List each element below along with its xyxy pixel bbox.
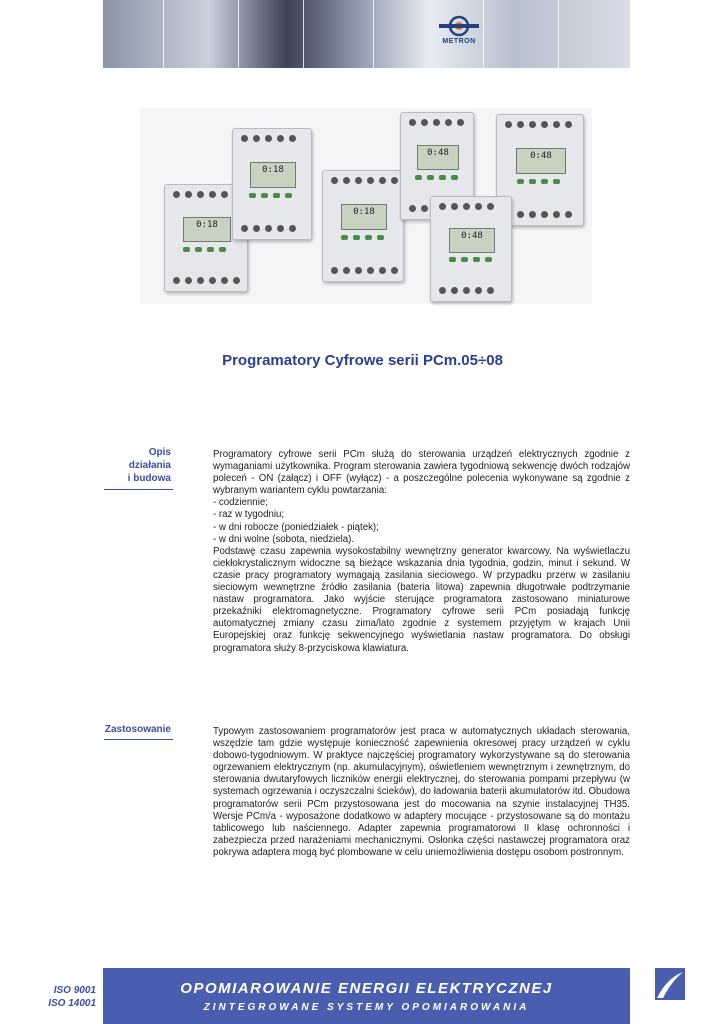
lcd-display: 0:48 bbox=[417, 145, 459, 170]
section-label-line: Zastosowanie bbox=[104, 724, 171, 735]
lcd-display: 0:18 bbox=[183, 217, 231, 242]
paragraph: Podstawę czasu zapewnia wysokostabilny wewnętrzny generator kwarcowy. Na wyświetlaczu ciekłokrystalicznym widoczne są bieżące wskazania dnia tygodnia, godzin, minut i sekund. W czasie pracy programatory wymagają zasilania sieciowego. W przypadku przerw w zasilaniu sieciowym wewnętrzne źródło zasilania (bateria litowa) zapewnia długotrwałe podtrzymanie nastaw programatora. Jako wyjście sterujące programatora zastosowano miniaturowe przekaźniki elektromagnetyczne. Programatory cyfrowe serii PCm posiadają funkcję automatycznej zmiany czasu zima/lato zgodnie z systemem przyjętym w krajach Unii Europejskiej oraz funkcję sekwencyjnego wyświetlania nastaw programatora. Do obsługi programatora służy 8-przyciskowa klawiatura. bbox=[213, 545, 630, 654]
lcd-display: 0:18 bbox=[250, 162, 296, 188]
footer-title: OPOMIAROWANIE ENERGII ELEKTRYCZNEJ bbox=[180, 980, 553, 997]
section-label-line: i budowa bbox=[127, 473, 171, 484]
lcd-display: 0:18 bbox=[341, 204, 388, 230]
section-divider bbox=[104, 739, 173, 740]
banner-divider bbox=[303, 0, 304, 68]
lcd-display: 0:48 bbox=[516, 148, 566, 174]
programmer-device bbox=[232, 128, 312, 240]
footer-subtitle: ZINTEGROWANE SYSTEMY OPOMIAROWANIA bbox=[203, 1002, 530, 1013]
banner-divider bbox=[558, 0, 559, 68]
page-title: Programatory Cyfrowe serii PCm.05÷08 bbox=[222, 352, 503, 369]
list-item: - codziennie; bbox=[213, 497, 268, 509]
metron-logo-icon bbox=[437, 14, 481, 38]
list-item: - w dni wolne (sobota, niedziela). bbox=[213, 533, 355, 545]
programmer-device bbox=[322, 170, 404, 282]
metron-logo bbox=[437, 14, 481, 48]
programmer-device bbox=[430, 196, 512, 302]
iso-9001-label: ISO 9001 bbox=[53, 985, 96, 996]
banner-divider bbox=[483, 0, 484, 68]
banner-divider bbox=[373, 0, 374, 68]
section-label-application bbox=[105, 723, 171, 736]
paragraph: Programatory cyfrowe serii PCm służą do sterowania urządzeń elektrycznych zgodnie z wymaganiami użytkownika. Program sterowania zawiera tygodniową sekwencję dwóch rodzajów poleceń - ON (załącz) i OFF (wyłącz) - a poszczególne polecenia wykonywane są zgodnie z wybranym wariantem cyklu powtarzania: bbox=[213, 449, 630, 497]
banner-divider bbox=[238, 0, 239, 68]
section-divider bbox=[104, 489, 173, 490]
section-label-line: działania bbox=[128, 460, 171, 471]
section-label-line: Opis bbox=[148, 447, 171, 458]
list-item: - w dni robocze (poniedziałek - piątek); bbox=[213, 521, 379, 533]
iso-14001-label: ISO 14001 bbox=[48, 998, 96, 1009]
banner-divider bbox=[163, 0, 164, 68]
header-banner bbox=[103, 0, 630, 68]
lcd-display: 0:48 bbox=[449, 228, 496, 253]
logo-text: METRON bbox=[442, 38, 476, 45]
section-body-description bbox=[213, 449, 630, 655]
list-item: - raz w tygodniu; bbox=[213, 509, 285, 521]
section-label-description bbox=[128, 446, 171, 485]
paragraph: Typowym zastosowaniem programatorów jest praca w automatycznych układach sterowania, wszędzie tam gdzie występuje konieczność zapewnienia okresowej pracy urządzeń w cyklu dobowo-tygodniowym. W praktyce najczęściej programatory wykorzystywane są do sterowania ogrzewaniem elektrycznym (np. akumulacyjnym), oświetleniem wewnętrznym i zewnętrznym, do sterowania dwutaryfowych liczników energii elektrycznej, do sterowania pompami przepływu (w systemach ogrzewania i oczyszczalni ścieków), do ładowania baterii akumulatorów itd. Obudowa programatorów serii PCm przystosowana jest do mocowania na szynie instalacyjnej TH35. Wersje PCm/a - wyposażone dodatkowo w adaptery mocujące - przystosowane są do montażu tablicowego lub naściennego. Adapter zapewnia programatorowi II klasę ochronności i zabezpiecza przed narażeniami mechanicznymi. Osłonka części nastawczej programatora oraz pokrywa adaptera mogą być plombowane w celu uniemożliwienia dostępu osobom postronnym. bbox=[213, 726, 630, 858]
product-photo bbox=[140, 108, 592, 304]
swoosh-icon bbox=[655, 968, 685, 1000]
footer-banner bbox=[103, 968, 630, 1024]
section-body-application bbox=[213, 726, 630, 859]
